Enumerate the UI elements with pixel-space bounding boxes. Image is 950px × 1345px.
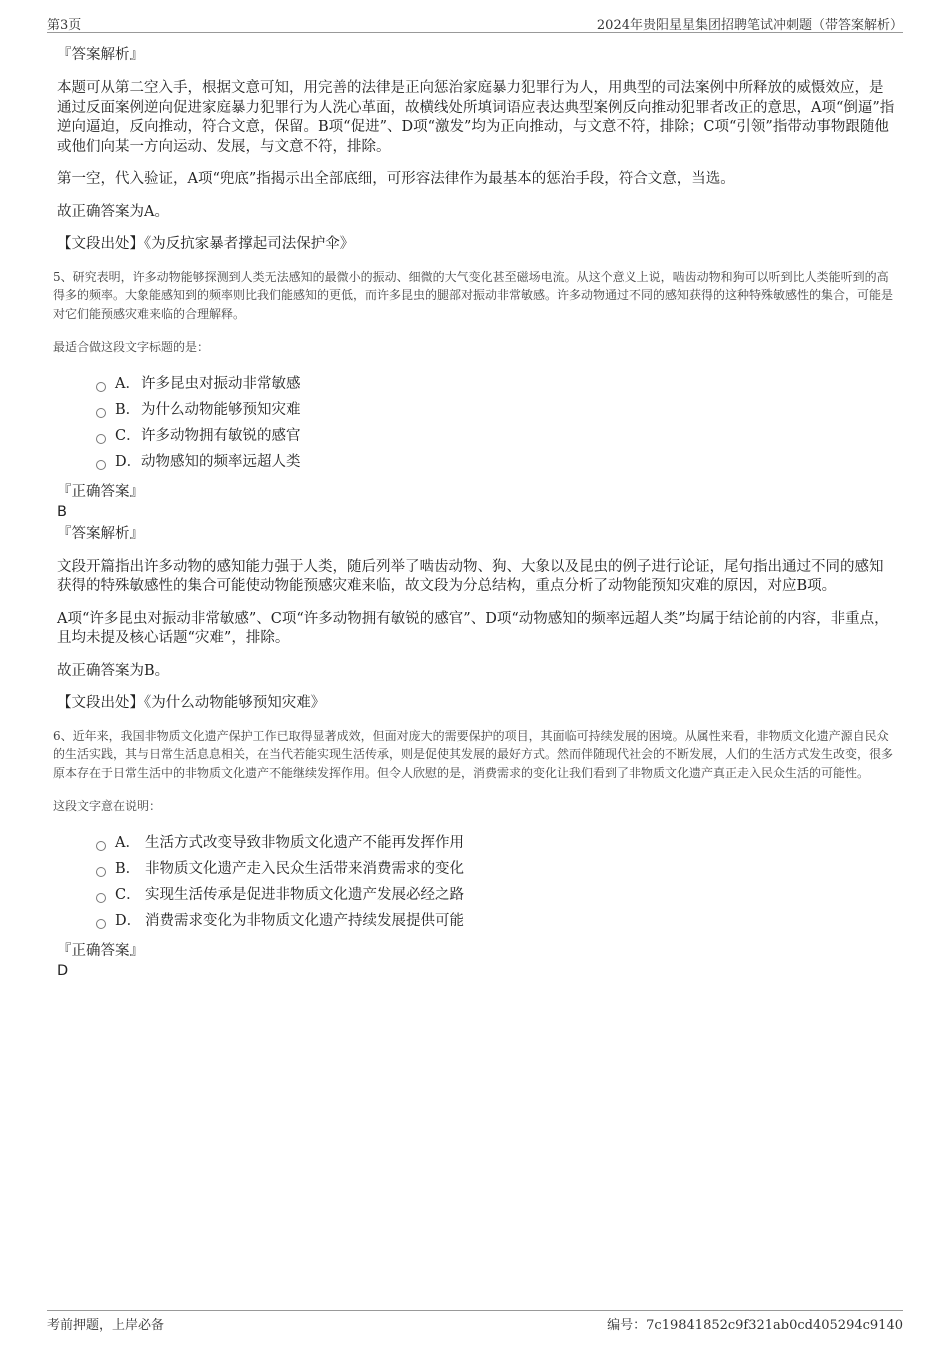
radio-button[interactable] <box>96 460 106 470</box>
option-text: 许多动物拥有敏锐的感官 <box>141 427 301 444</box>
option-text: 许多昆虫对振动非常敏感 <box>141 375 301 392</box>
radio-button[interactable] <box>96 893 106 903</box>
footer-slogan: 考前押题，上岸必备 <box>47 1318 165 1333</box>
page-footer <box>47 1310 903 1335</box>
q5-option-c[interactable] <box>57 423 895 449</box>
q4-source: 【文段出处】《为反抗家暴者撑起司法保护伞》 <box>57 236 355 252</box>
radio-button[interactable] <box>96 434 106 444</box>
q6-answer: D <box>57 962 69 979</box>
option-key: A． <box>115 834 140 851</box>
option-text: 动物感知的频率远超人类 <box>141 453 301 470</box>
q6-options <box>57 830 895 934</box>
document-body <box>53 44 895 980</box>
radio-button[interactable] <box>96 841 106 851</box>
q5-option-d[interactable] <box>57 449 895 475</box>
radio-button[interactable] <box>96 382 106 392</box>
page-number: 第3页 <box>47 18 82 33</box>
radio-button[interactable] <box>96 867 106 877</box>
q6-stem: 6、近年来，我国非物质文化遗产保护工作已取得显著成效，但面对庞大的需要保护的项目，其面临可持续发展的困境。从属性来看，非物质文化遗产源自民众的生活实践，其与日常生活息息相关，在当代若能实现生活传承，则是促使其发展的最好方式。然而伴随现代社会的不断发展，人们的生活方式发生改变，很多原本存在于日常生活中的非物质文化遗产不能继续发挥作用。但令人欣慰的是，消费需求的变化让我们看到了非物质文化遗产真正走入民众生活的可能性。 <box>53 728 894 780</box>
q6-option-b[interactable] <box>57 856 895 882</box>
q5-answer-label: 『正确答案』 <box>57 483 144 500</box>
option-text: 消费需求变化为非物质文化遗产持续发展提供可能 <box>145 912 464 929</box>
q5-source: 【文段出处】《为什么动物能够预知灾难》 <box>57 695 326 711</box>
document-title: 2024年贵阳星星集团招聘笔试冲刺题（带答案解析） <box>596 18 903 33</box>
q5-question: 最适合做这段文字标题的是： <box>53 340 210 354</box>
option-key: D． <box>115 453 142 470</box>
option-text: 非物质文化遗产走入民众生活带来消费需求的变化 <box>145 860 464 877</box>
q5-answer: B <box>57 503 67 520</box>
radio-button[interactable] <box>96 408 106 418</box>
q5-analysis-label: 『答案解析』 <box>57 525 144 542</box>
q4-analysis-label: 『答案解析』 <box>57 47 144 63</box>
document-code: 编号：7c19841852c9f321ab0cd405294c9140 <box>607 1318 903 1333</box>
q5-option-a[interactable] <box>57 371 895 397</box>
q5-option-b[interactable] <box>57 397 895 423</box>
option-key: D． <box>115 912 142 929</box>
option-key: C． <box>115 886 141 903</box>
option-key: B． <box>115 860 141 877</box>
q6-question: 这段文字意在说明： <box>53 799 162 813</box>
q5-analysis-paragraph-2: A项“许多昆虫对振动非常敏感”、C项“许多动物拥有敏锐的感官”、D项“动物感知的频率远超人类”均属于结论前的内容，非重点，且均未提及核心话题“灾难”，排除。 <box>57 610 889 646</box>
option-key: B． <box>115 401 141 418</box>
q4-conclusion: 故正确答案为A。 <box>57 203 169 220</box>
radio-button[interactable] <box>96 919 106 929</box>
q6-option-a[interactable] <box>57 830 895 856</box>
q5-conclusion: 故正确答案为B。 <box>57 662 170 679</box>
option-text: 生活方式改变导致非物质文化遗产不能再发挥作用 <box>145 834 464 851</box>
q5-stem: 5、研究表明，许多动物能够探测到人类无法感知的最微小的振动、细微的大气变化甚至磁场电流。从这个意义上说，啮齿动物和狗可以听到比人类能听到的高得多的频率。大象能感知到的频率则比我们能感知的更低，而许多昆虫的腿部对振动非常敏感。许多动物通过不同的感知获得的这种特殊敏感性的集合，可能是对它们能预感灾难来临的合理解释。 <box>53 269 894 321</box>
q5-analysis-paragraph-1: 文段开篇指出许多动物的感知能力强于人类，随后列举了啮齿动物、狗、大象以及昆虫的例子进行论证，尾句指出通过不同的感知获得的特殊敏感性的集合可能使动物能预感灾难来临，故文段为分总结构，重点分析了动物能预知灾难的原因，对应B项。 <box>57 558 884 594</box>
q5-options <box>57 371 895 475</box>
q6-answer-label: 『正确答案』 <box>57 942 144 959</box>
page-header <box>47 12 903 33</box>
q6-option-c[interactable] <box>57 882 895 908</box>
q4-analysis-paragraph-1: 本题可从第二空入手，根据文意可知，用完善的法律是正向惩治家庭暴力犯罪行为人，用典型的司法案例中所释放的威慑效应，是通过反面案例逆向促进家庭暴力犯罪行为人洗心革面，故横线处所填词语应表达典型案例反向推动犯罪者改正的意思，A项“倒逼”指逆向逼迫，反向推动，符合文意，保留。B项“促进”、D项“激发”均为正向推动，与文意不符，排除；C项“引领”指带动事物跟随他或他们向某一方向运动、发展，与文意不符，排除。 <box>57 80 895 155</box>
option-key: A． <box>115 375 140 392</box>
q4-analysis-paragraph-2: 第一空，代入验证，A项“兜底”指揭示出全部底细，可形容法律作为最基本的惩治手段，符合文意，当选。 <box>57 171 735 187</box>
option-text: 实现生活传承是促进非物质文化遗产发展必经之路 <box>145 886 464 903</box>
option-key: C． <box>115 427 141 444</box>
q6-option-d[interactable] <box>57 908 895 934</box>
option-text: 为什么动物能够预知灾难 <box>141 401 301 418</box>
